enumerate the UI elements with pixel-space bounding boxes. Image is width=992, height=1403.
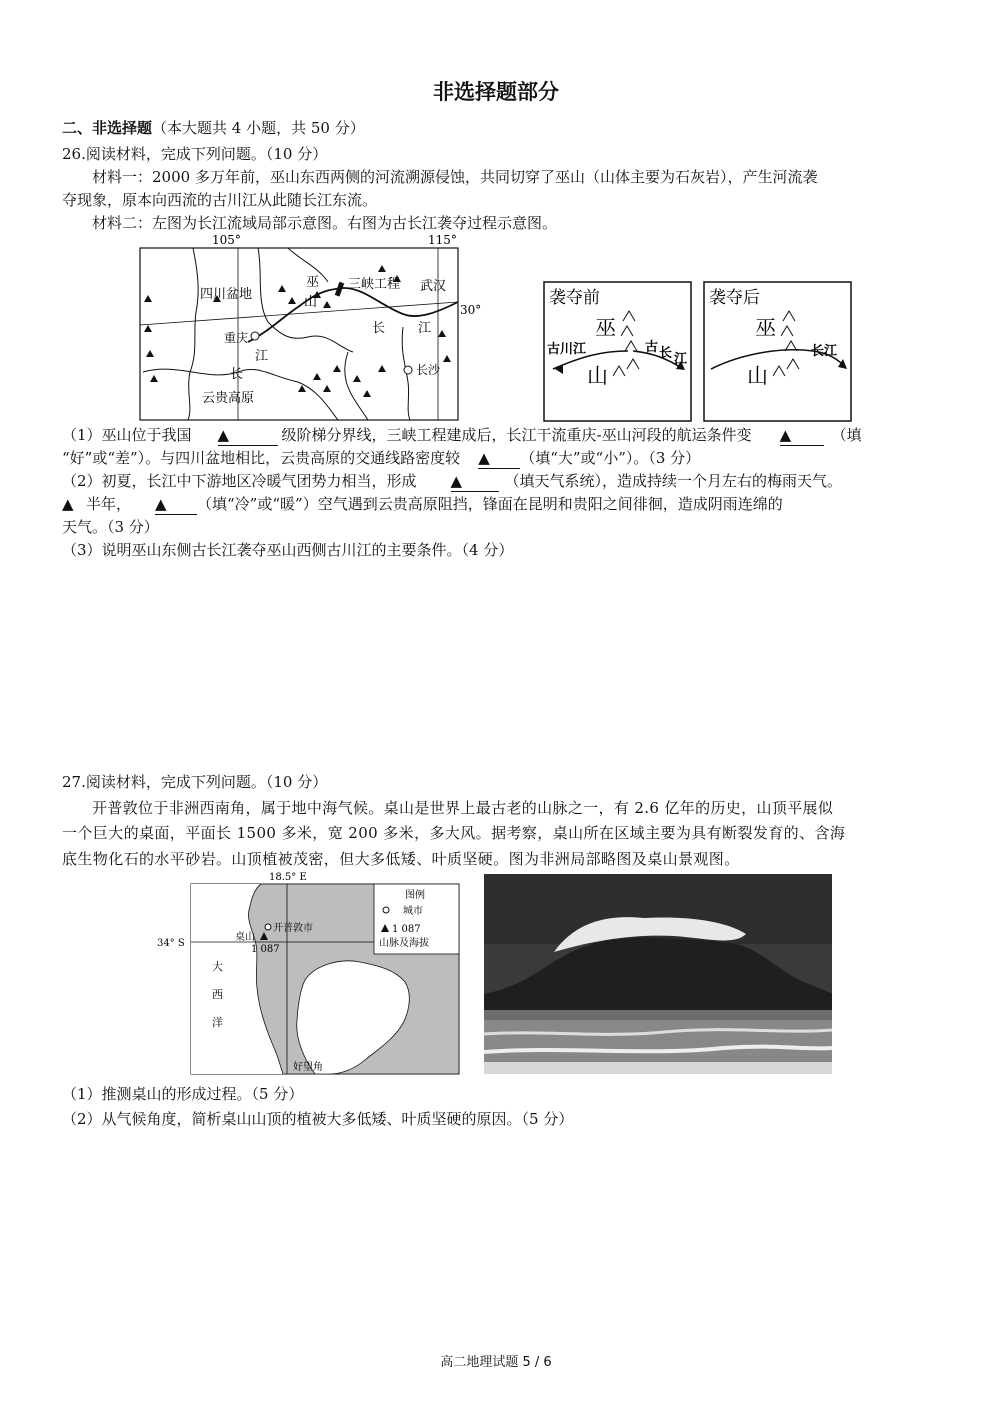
q27-para-line2: 一个巨大的桌面，平面长 1500 多米，宽 200 多米，多大风。据考察，桌山所在区域主要为具有断裂发育的、含海 xyxy=(62,824,846,842)
capture-before-diagram xyxy=(543,281,693,423)
chang-label-2: 长 xyxy=(230,367,244,382)
legend-peak-desc: 山脉及海拔 xyxy=(379,938,429,949)
lon-105-label: 105° xyxy=(212,233,241,247)
chang-label-1: 长 xyxy=(372,321,386,336)
capetown-marker xyxy=(265,924,271,930)
blank-mark: ▲ xyxy=(478,449,490,467)
capetown-label: 开普敦市 xyxy=(273,923,313,934)
yungui-plateau-label: 云贵高原 xyxy=(202,391,255,406)
wuhan-label: 武汉 xyxy=(420,279,447,294)
blank-mark: ▲ xyxy=(62,495,74,513)
wu-label: 巫 xyxy=(306,275,320,290)
q27-1: （1）推测桌山的形成过程。（5 分） xyxy=(62,1085,304,1103)
q26-2-line1 xyxy=(62,471,842,492)
capture-before-gu: 古 xyxy=(645,340,659,355)
ocean-label-3: 洋 xyxy=(212,1016,223,1029)
q26-1-text-a: （1）巫山位于我国 xyxy=(62,426,192,444)
legend-peak-elev: 1 087 xyxy=(392,924,421,935)
table-mountain-elev: 1 087 xyxy=(251,944,280,955)
q26-2-line3: 天气。（3 分） xyxy=(62,518,159,536)
capture-before-title: 袭夺前 xyxy=(549,288,600,308)
ocean-label-1: 大 xyxy=(212,960,223,973)
q26-1-text-e: （填“大”或“小”）。（3 分） xyxy=(520,449,701,467)
q26-1-line2 xyxy=(62,448,700,469)
section-heading xyxy=(62,118,365,138)
q26-material1-line2: 夺现象，原本向西流的古川江从此随长江东流。 xyxy=(62,191,378,209)
q26-material1-line1: 材料一：2000 多万年前，巫山东西两侧的河流溯源侵蚀，共同切穿了巫山（山体主要为石灰岩），产生河流袭 xyxy=(92,168,818,186)
yangtze-basin-map xyxy=(138,232,482,422)
table-mountain-label: 桌山 xyxy=(235,932,255,943)
capture-before-chang: 长 xyxy=(659,346,673,361)
q27-2: （2）从气候角度，简析桌山山顶的植被大多低矮、叶质坚硬的原因。（5 分） xyxy=(62,1110,574,1128)
q27-intro: 27.阅读材料，完成下列问题。（10 分） xyxy=(62,773,328,791)
lat-label: 34° S xyxy=(157,938,185,949)
q26-2-blank-3 xyxy=(155,494,197,515)
capture-after-wu: 巫 xyxy=(755,316,776,340)
legend-title: 图例 xyxy=(405,890,425,901)
capture-after-diagram xyxy=(703,281,853,423)
blank-mark: ▲ xyxy=(779,426,792,444)
capture-before-wu: 巫 xyxy=(595,316,616,340)
q26-1-text-d: “好”或“差”）。与四川盆地相比，云贵高原的交通线路密度较 xyxy=(62,449,461,467)
blank-mark: ▲ xyxy=(155,495,167,513)
jiang-label-1: 江 xyxy=(418,321,432,336)
q27-para-line3: 底生物化石的水平砂岩。山顶植被茂密，但大多低矮、叶质坚硬。图为非洲局部略图及桌山景观图。 xyxy=(62,850,740,868)
q26-1-line1 xyxy=(62,425,862,446)
q26-1-blank-3 xyxy=(478,448,520,469)
south-africa-map xyxy=(155,870,460,1075)
capture-after-shan: 山 xyxy=(747,364,768,388)
q26-2-text-b: （填天气系统），造成持续一个月左右的梅雨天气。 xyxy=(504,472,843,490)
q26-intro: 26.阅读材料，完成下列问题。（10 分） xyxy=(62,145,328,163)
lon-115-label: 115° xyxy=(428,233,457,247)
section-heading-label: 二、非选择题 xyxy=(62,119,153,137)
ocean-label-2: 西 xyxy=(212,988,223,1001)
capture-before-guchuan: 古川江 xyxy=(547,342,587,357)
page-title: 非选择题部分 xyxy=(433,80,559,104)
legend-city-label: 城市 xyxy=(403,906,423,917)
q26-2-text-a: （2）初夏，长江中下游地区冷暖气团势力相当，形成 xyxy=(62,472,417,490)
q26-1-text-c: （填 xyxy=(831,426,862,444)
lat-30-label: 30° xyxy=(460,303,482,317)
changsha-label: 长沙 xyxy=(416,363,441,377)
q27-para-line1: 开普敦位于非洲西南角，属于地中海气候。桌山是世界上最古老的山脉之一，有 2.6 亿年的历史，山顶平展似 xyxy=(92,799,834,817)
blank-mark: ▲ xyxy=(450,472,463,490)
blank-mark: ▲ xyxy=(217,426,230,444)
chongqing-city-marker xyxy=(251,332,259,340)
jiang-label-2: 江 xyxy=(255,349,269,364)
q26-1-blank-1 xyxy=(218,425,278,446)
sichuan-basin-label: 四川盆地 xyxy=(200,287,253,302)
table-mountain-photo xyxy=(484,874,832,1074)
q26-1-blank-2 xyxy=(780,425,824,446)
q26-2-blank-1 xyxy=(451,471,499,492)
q26-3: （3）说明巫山东侧古长江袭夺巫山西侧古川江的主要条件。（4 分） xyxy=(62,541,514,559)
capture-after-title: 袭夺后 xyxy=(709,288,760,308)
map-frame xyxy=(140,248,458,420)
legend-city-symbol xyxy=(383,907,389,913)
q26-2-blank-2 xyxy=(62,494,82,514)
page-footer: 高二地理试题 5 / 6 xyxy=(440,1355,552,1370)
table-mountain-photo-svg xyxy=(484,874,832,1074)
shan-label: 山 xyxy=(304,295,318,310)
three-gorges-label: 三峡工程 xyxy=(348,277,401,292)
q26-material2: 材料二：左图为长江流域局部示意图。右图为古长江袭夺过程示意图。 xyxy=(92,214,558,232)
cape-of-good-hope-label: 好望角 xyxy=(293,1062,323,1073)
chongqing-label: 重庆 xyxy=(224,331,249,345)
capture-before-shan: 山 xyxy=(587,364,608,388)
q26-2-line2 xyxy=(62,494,783,515)
capture-before-jiang: 江 xyxy=(674,352,688,367)
changsha-city-marker xyxy=(404,366,412,374)
q26-2-text-d: （填“冷”或“暖”）空气遇到云贵高原阻挡，锋面在昆明和贵阳之间徘徊，造成阴雨连绵的 xyxy=(197,495,783,513)
section-heading-note: （本大题共 4 小题，共 50 分） xyxy=(152,119,365,137)
q26-1-text-b: 级阶梯分界线，三峡工程建成后，长江干流重庆-巫山河段的航运条件变 xyxy=(281,426,752,444)
lon-label: 18.5° E xyxy=(269,872,307,883)
capture-after-changjiang: 长江 xyxy=(811,344,838,359)
q26-2-text-c: 半年， xyxy=(86,495,132,513)
